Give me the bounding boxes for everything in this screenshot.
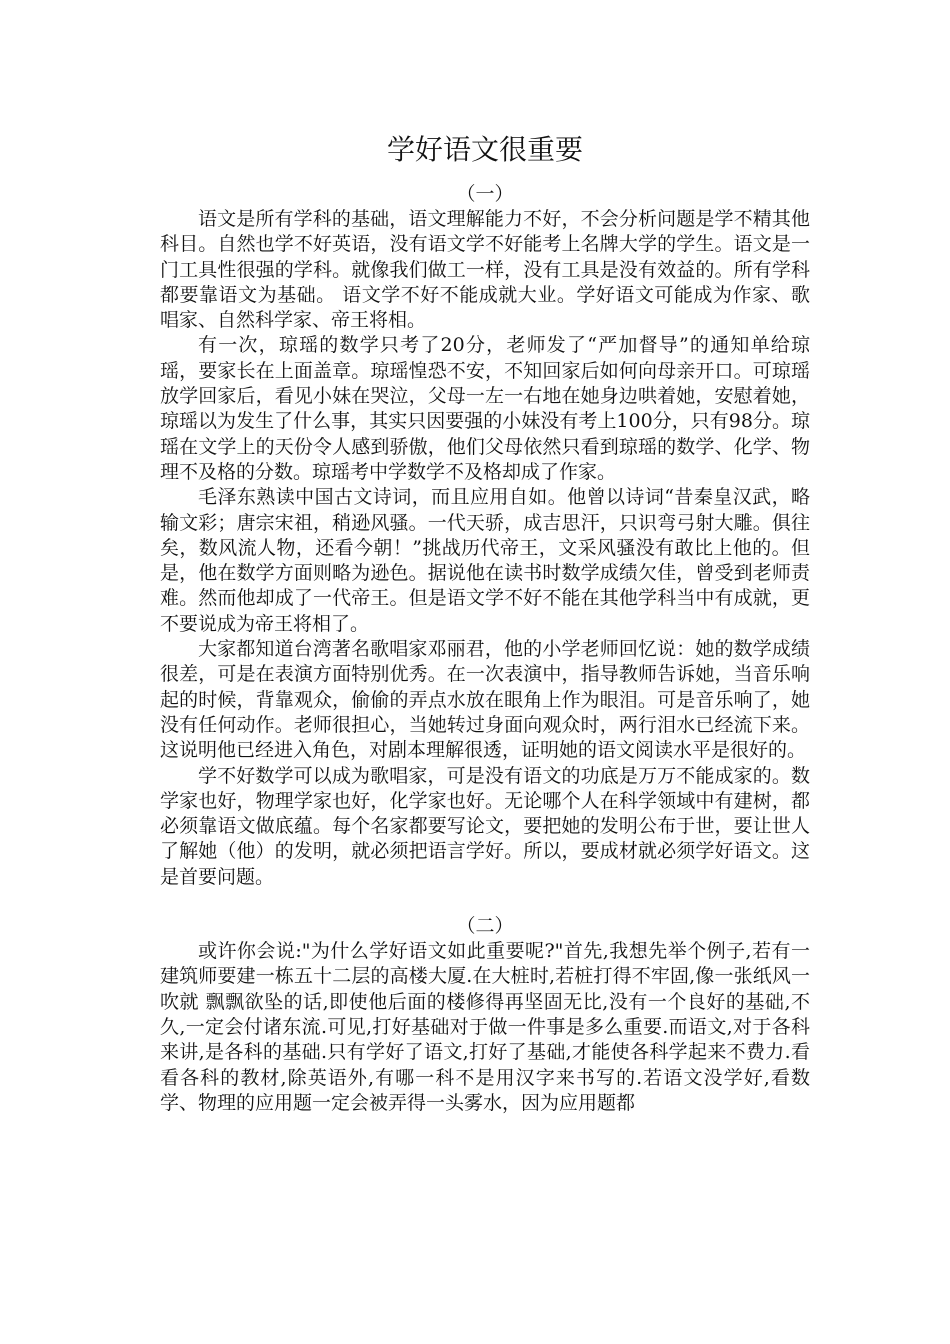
section-2 (160, 914, 810, 1116)
section-spacer (160, 890, 810, 914)
document-title: 学好语文很重要 (386, 133, 583, 166)
section-1-paragraph-2: 有一次，琼瑶的数学只考了20分，老师发了“严加督导”的通知单给琼瑶，要家长在上面盖章。琼瑶惶恐不安，不知回家后如何向母亲开口。可琼瑶放学回家后，看见小妹在哭泣，父母一左一右地在她身边哄着她，安慰着她，琼瑶以为发生了什么事，其实只因要强的小妹没有考上100分，只有98分。琼瑶在文学上的天份令人感到骄傲，他们父母依然只看到琼瑶的数学、化学、物理不及格的分数。琼瑶考中学数学不及格却成了作家。 (160, 334, 810, 483)
section-1-paragraph-3: 毛泽东熟读中国古文诗词，而且应用自如。他曾以诗词“昔秦皇汉武，略输文彩；唐宗宋祖，稍逊风骚。一代天骄，成吉思汗，只识弯弓射大雕。俱往矣，数风流人物，还看今朝！”挑战历代帝王，文采风骚没有敢比上他的。但是，他在数学方面则略为逊色。据说他在读书时数学成绩欠佳，曾受到老师责难。然而他却成了一代帝王。但是语文学不好不能在其他学科当中有成就，更不要说成为帝王将相了。 (160, 486, 810, 635)
section-1-paragraph-1: 语文是所有学科的基础，语文理解能力不好，不会分析问题是学不精其他科目。自然也学不好英语，没有语文学不好能考上名牌大学的学生。语文是一门工具性很强的学科。就像我们做工一样，没有工具是没有效益的。所有学科都要靠语文为基础。 语文学不好不能成就大业。学好语文可能成为作家、歌唱家、自然科学家、帝王将相。 (160, 208, 810, 332)
section-2-paragraph-1: 或许你会说:"为什么学好语文如此重要呢?"首先,我想先举个例子,若有一建筑师要建一栋五十二层的高楼大厦.在大桩时,若桩打得不牢固,像一张纸风一吹就 飘飘欲坠的话,即使他后面的楼修得再坚固无比,没有一个良好的基础,不久,一定会付诸东流.可见,打好基础对于做一件事是多么重要.而语文,对于各科来讲,是各科的基础.只有学好了语文,打好了基础,才能使各科学起来不费力.看看各科的教材,除英语外,有哪一科不是用汉字来书写的.若语文没学好,看数学、物理的应用题一定会被弄得一头雾水，因为应用题都 (160, 940, 810, 1114)
section-1 (160, 182, 810, 890)
section-1-heading: （一） (456, 183, 514, 205)
section-1-paragraph-5: 学不好数学可以成为歌唱家，可是没有语文的功底是万万不能成家的。数学家也好，物理学家也好，化学家也好。无论哪个人在科学领域中有建树，都必须靠语文做底蕴。每个名家都要写论文，要把她的发明公布于世，要让世人了解她（他）的发明，就必须把语言学好。所以，要成材就必须学好语文。这是首要问题。 (160, 764, 810, 888)
section-2-heading: （二） (456, 915, 514, 938)
document-page (160, 128, 810, 1116)
section-1-paragraph-4: 大家都知道台湾著名歌唱家邓丽君，他的小学老师回忆说：她的数学成绩很差，可是在表演方面特别优秀。在一次表演中，指导教师告诉她，当音乐响起的时候，背靠观众，偷偷的弄点水放在眼角上作为眼泪。可是音乐响了，她没有任何动作。老师很担心，当她转过身面向观众时，两行泪水已经流下来。这说明他已经进入角色，对剧本理解很透，证明她的语文阅读水平是很好的。 (160, 638, 810, 762)
